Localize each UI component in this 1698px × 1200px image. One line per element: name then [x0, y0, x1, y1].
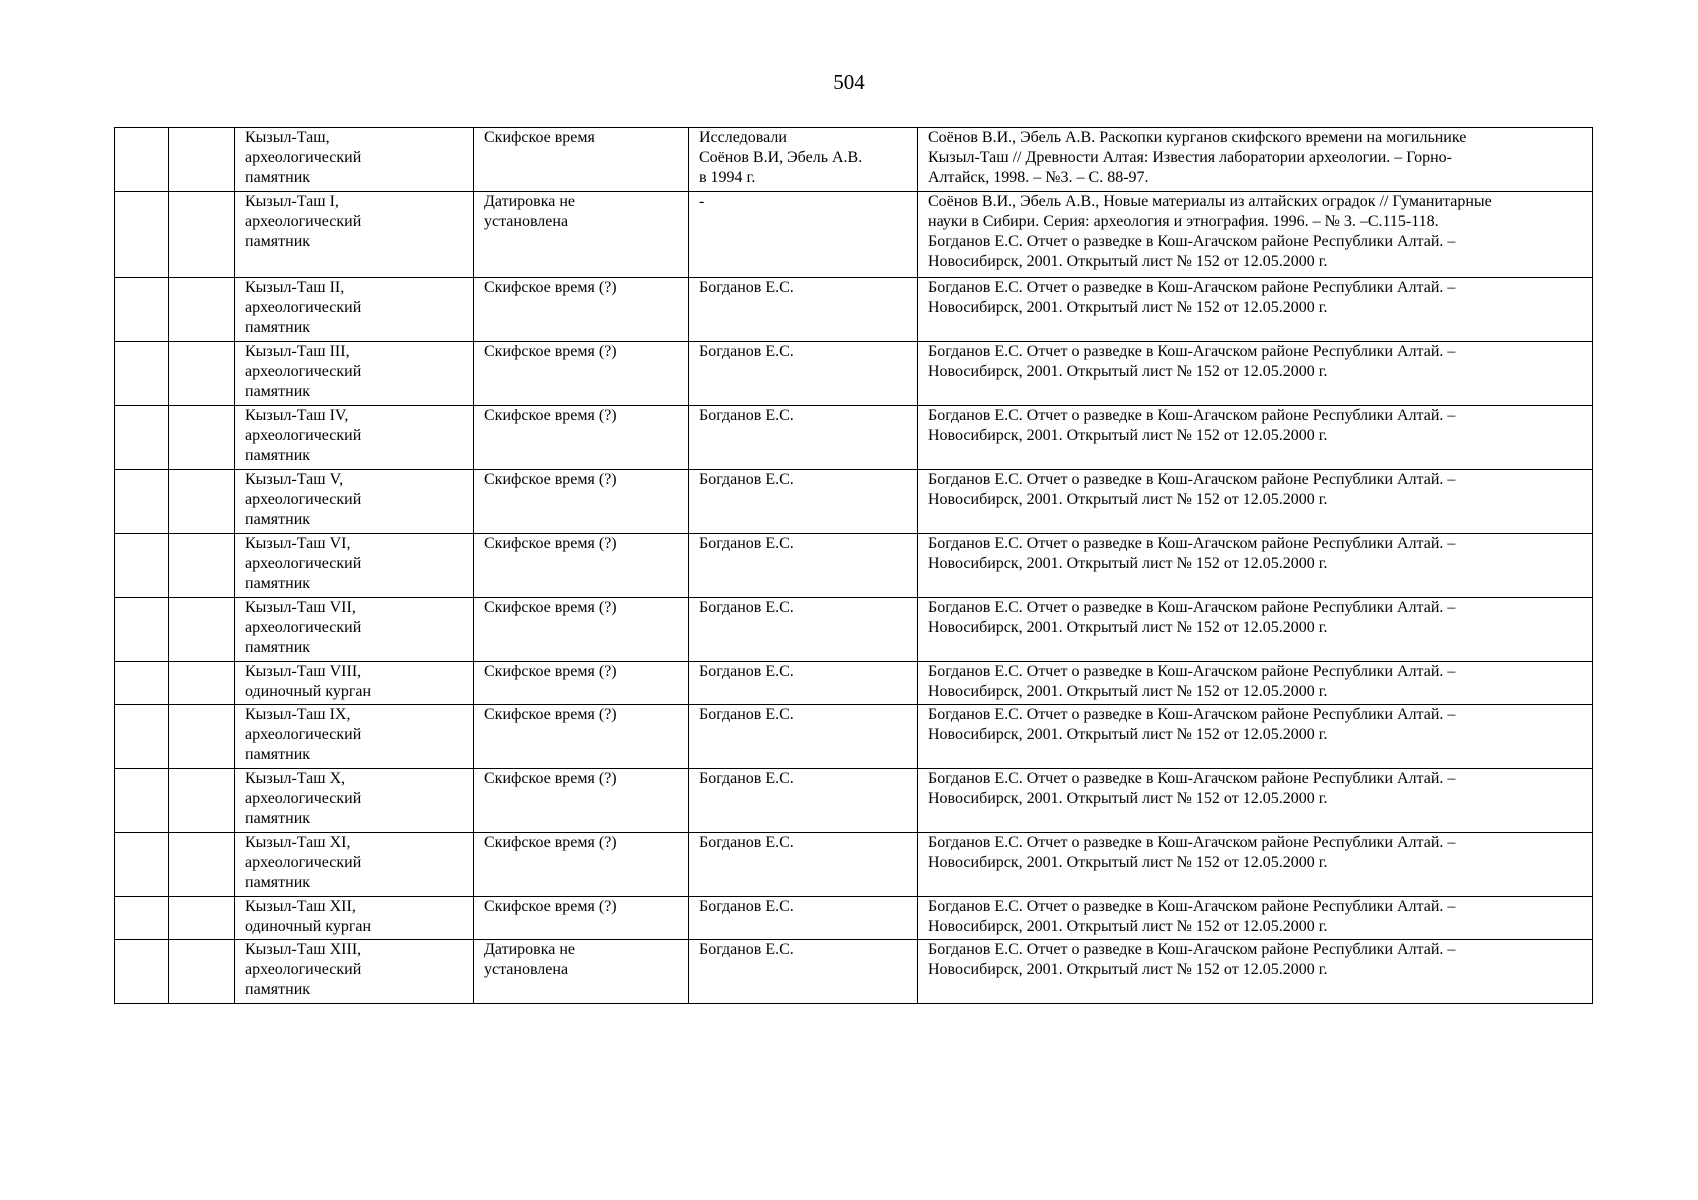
researchers-cell: Богданов Е.С.	[689, 470, 918, 534]
row-code-cell	[169, 940, 235, 1004]
row-code-cell	[169, 598, 235, 662]
monument-name-cell: Кызыл-Таш IX, археологический памятник	[235, 705, 474, 769]
monument-name-cell: Кызыл-Таш I, археологический памятник	[235, 192, 474, 278]
researchers-cell: Богданов Е.С.	[689, 940, 918, 1004]
researchers-cell: -	[689, 192, 918, 278]
row-index-cell	[115, 897, 169, 940]
source-cell: Богданов Е.С. Отчет о разведке в Кош-Агачском районе Республики Алтай. – Новосибирск, 2001. Открытый лист № 152 от 12.05.2000 г.	[918, 342, 1593, 406]
dating-cell: Датировка не установлена	[474, 940, 689, 1004]
researchers-cell: Исследовали Соёнов В.И, Эбель А.В. в 1994 г.	[689, 128, 918, 192]
monument-name-cell: Кызыл-Таш II, археологический памятник	[235, 278, 474, 342]
researchers-cell: Богданов Е.С.	[689, 406, 918, 470]
researchers-cell: Богданов Е.С.	[689, 342, 918, 406]
source-cell: Соёнов В.И., Эбель А.В., Новые материалы из алтайских оградок // Гуманитарные науки в Сибири. Серия: археология и этнография. 1996. – № 3. –С.115-118. Богданов Е.С. Отчет о разведке в Кош-Агачском районе Республики Алтай. – Новосибирск, 2001. Открытый лист № 152 от 12.05.2000 г.	[918, 192, 1593, 278]
row-index-cell	[115, 705, 169, 769]
monument-name-cell: Кызыл-Таш X, археологический памятник	[235, 769, 474, 833]
source-cell: Богданов Е.С. Отчет о разведке в Кош-Агачском районе Республики Алтай. – Новосибирск, 2001. Открытый лист № 152 от 12.05.2000 г.	[918, 705, 1593, 769]
row-index-cell	[115, 128, 169, 192]
source-cell: Богданов Е.С. Отчет о разведке в Кош-Агачском районе Республики Алтай. – Новосибирск, 2001. Открытый лист № 152 от 12.05.2000 г.	[918, 534, 1593, 598]
dating-cell: Датировка не установлена	[474, 192, 689, 278]
dating-cell: Скифское время (?)	[474, 833, 689, 897]
row-code-cell	[169, 342, 235, 406]
table-row	[115, 833, 1593, 897]
row-code-cell	[169, 534, 235, 598]
table-row	[115, 897, 1593, 940]
source-cell: Богданов Е.С. Отчет о разведке в Кош-Агачском районе Республики Алтай. – Новосибирск, 2001. Открытый лист № 152 от 12.05.2000 г.	[918, 833, 1593, 897]
row-index-cell	[115, 192, 169, 278]
dating-cell: Скифское время (?)	[474, 470, 689, 534]
dating-cell: Скифское время (?)	[474, 342, 689, 406]
researchers-cell: Богданов Е.С.	[689, 598, 918, 662]
row-index-cell	[115, 342, 169, 406]
row-code-cell	[169, 192, 235, 278]
table-row	[115, 278, 1593, 342]
table-row	[115, 342, 1593, 406]
monument-name-cell: Кызыл-Таш VI, археологический памятник	[235, 534, 474, 598]
dating-cell: Скифское время (?)	[474, 406, 689, 470]
table-row	[115, 534, 1593, 598]
dating-cell: Скифское время (?)	[474, 897, 689, 940]
dating-cell: Скифское время (?)	[474, 662, 689, 705]
monument-name-cell: Кызыл-Таш VII, археологический памятник	[235, 598, 474, 662]
row-index-cell	[115, 598, 169, 662]
monument-name-cell: Кызыл-Таш XI, археологический памятник	[235, 833, 474, 897]
row-code-cell	[169, 833, 235, 897]
table-row	[115, 705, 1593, 769]
page-number: 504	[833, 70, 865, 94]
row-code-cell	[169, 278, 235, 342]
researchers-cell: Богданов Е.С.	[689, 534, 918, 598]
researchers-cell: Богданов Е.С.	[689, 769, 918, 833]
row-index-cell	[115, 833, 169, 897]
row-code-cell	[169, 406, 235, 470]
row-index-cell	[115, 470, 169, 534]
source-cell: Богданов Е.С. Отчет о разведке в Кош-Агачском районе Республики Алтай. – Новосибирск, 2001. Открытый лист № 152 от 12.05.2000 г.	[918, 278, 1593, 342]
monument-name-cell: Кызыл-Таш IV, археологический памятник	[235, 406, 474, 470]
dating-cell: Скифское время (?)	[474, 769, 689, 833]
monument-name-cell: Кызыл-Таш III, археологический памятник	[235, 342, 474, 406]
source-cell: Богданов Е.С. Отчет о разведке в Кош-Агачском районе Республики Алтай. – Новосибирск, 2001. Открытый лист № 152 от 12.05.2000 г.	[918, 662, 1593, 705]
researchers-cell: Богданов Е.С.	[689, 705, 918, 769]
monument-name-cell: Кызыл-Таш, археологический памятник	[235, 128, 474, 192]
dating-cell: Скифское время (?)	[474, 705, 689, 769]
row-index-cell	[115, 406, 169, 470]
row-index-cell	[115, 278, 169, 342]
table-row	[115, 406, 1593, 470]
source-cell: Богданов Е.С. Отчет о разведке в Кош-Агачском районе Республики Алтай. – Новосибирск, 2001. Открытый лист № 152 от 12.05.2000 г.	[918, 406, 1593, 470]
source-cell: Богданов Е.С. Отчет о разведке в Кош-Агачском районе Республики Алтай. – Новосибирск, 2001. Открытый лист № 152 от 12.05.2000 г.	[918, 897, 1593, 940]
row-index-cell	[115, 940, 169, 1004]
table-row	[115, 940, 1593, 1004]
source-cell: Соёнов В.И., Эбель А.В. Раскопки курганов скифского времени на могильнике Кызыл-Таш // Древности Алтая: Известия лаборатории археологии. – Горно- Алтайск, 1998. – №3. – С. 88-97.	[918, 128, 1593, 192]
row-code-cell	[169, 705, 235, 769]
row-code-cell	[169, 897, 235, 940]
row-index-cell	[115, 534, 169, 598]
source-cell: Богданов Е.С. Отчет о разведке в Кош-Агачском районе Республики Алтай. – Новосибирск, 2001. Открытый лист № 152 от 12.05.2000 г.	[918, 598, 1593, 662]
monument-name-cell: Кызыл-Таш V, археологический памятник	[235, 470, 474, 534]
researchers-cell: Богданов Е.С.	[689, 278, 918, 342]
row-index-cell	[115, 662, 169, 705]
researchers-cell: Богданов Е.С.	[689, 833, 918, 897]
dating-cell: Скифское время	[474, 128, 689, 192]
researchers-cell: Богданов Е.С.	[689, 662, 918, 705]
table-row	[115, 662, 1593, 705]
row-code-cell	[169, 662, 235, 705]
monument-name-cell: Кызыл-Таш XII, одиночный курган	[235, 897, 474, 940]
row-code-cell	[169, 769, 235, 833]
source-cell: Богданов Е.С. Отчет о разведке в Кош-Агачском районе Республики Алтай. – Новосибирск, 2001. Открытый лист № 152 от 12.05.2000 г.	[918, 940, 1593, 1004]
source-cell: Богданов Е.С. Отчет о разведке в Кош-Агачском районе Республики Алтай. – Новосибирск, 2001. Открытый лист № 152 от 12.05.2000 г.	[918, 470, 1593, 534]
table-row	[115, 192, 1593, 278]
row-code-cell	[169, 128, 235, 192]
dating-cell: Скифское время (?)	[474, 534, 689, 598]
row-index-cell	[115, 769, 169, 833]
dating-cell: Скифское время (?)	[474, 598, 689, 662]
monument-name-cell: Кызыл-Таш XIII, археологический памятник	[235, 940, 474, 1004]
researchers-cell: Богданов Е.С.	[689, 897, 918, 940]
table-row	[115, 598, 1593, 662]
monument-name-cell: Кызыл-Таш VIII, одиночный курган	[235, 662, 474, 705]
row-code-cell	[169, 470, 235, 534]
table-row	[115, 470, 1593, 534]
table-row	[115, 769, 1593, 833]
monuments-table	[114, 127, 1593, 1004]
source-cell: Богданов Е.С. Отчет о разведке в Кош-Агачском районе Республики Алтай. – Новосибирск, 2001. Открытый лист № 152 от 12.05.2000 г.	[918, 769, 1593, 833]
dating-cell: Скифское время (?)	[474, 278, 689, 342]
table-row	[115, 128, 1593, 192]
